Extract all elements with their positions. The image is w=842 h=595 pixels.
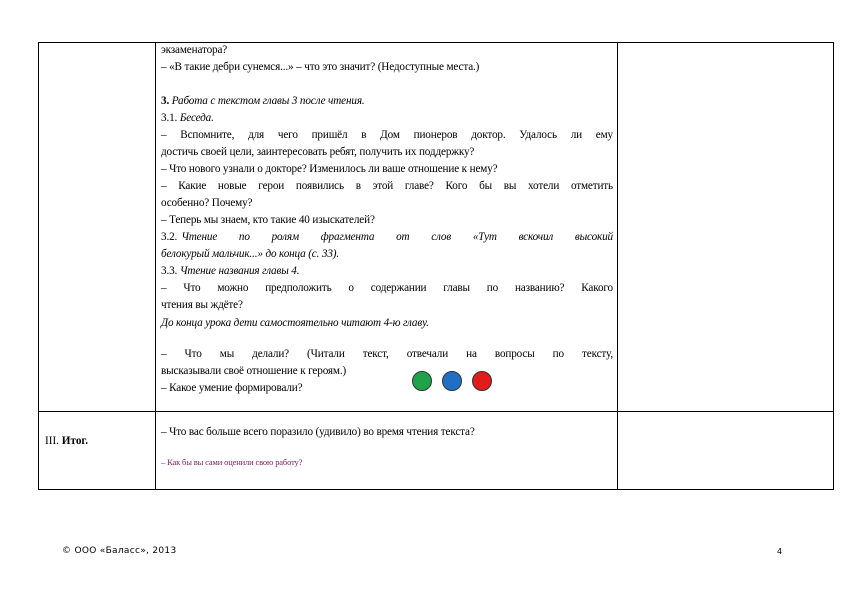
text-line: достичь своей цели, заинтересовать ребят, получить их поддержку? — [161, 146, 475, 158]
section-heading — [161, 94, 613, 109]
subsection-heading — [161, 264, 613, 279]
red-circle-icon — [472, 371, 492, 391]
text-line: – Какое умение формировали? — [161, 382, 303, 394]
notes-cell — [618, 43, 834, 412]
text-line: белокурый мальчик...» до конца (с. 33). — [161, 248, 340, 260]
text-line: – Что можно предположить о содержании главы по названию? Какого — [161, 282, 613, 294]
section-title: Работа с текстом главы 3 после чтения. — [171, 95, 365, 107]
text-line: До конца урока дети самостоятельно читают 4-ю главу. — [161, 317, 429, 329]
subsection-number: 3.2. — [161, 231, 178, 243]
stage-cell — [39, 43, 156, 412]
section-number: 3. — [161, 95, 172, 107]
text-line: – Вспомните, для чего пришёл в Дом пионеров доктор. Удалось ли ему — [161, 129, 613, 141]
notes-cell — [618, 412, 834, 490]
text-line: чтения вы ждёте? — [161, 299, 243, 311]
text-line: высказывали своё отношение к героям.) — [161, 365, 347, 377]
subsection-title: Беседа. — [179, 112, 214, 124]
text-line: экзаменатора? — [161, 44, 228, 56]
subsection-title: Чтение по ролям фрагмента от слов «Тут вскочил высокий — [181, 231, 613, 243]
subsection-number: 3.3. — [161, 265, 180, 277]
green-circle-icon — [412, 371, 432, 391]
table-row — [39, 43, 834, 412]
stage-number: III. — [45, 435, 62, 447]
content-cell — [156, 412, 618, 490]
subsection-heading — [161, 230, 613, 245]
subsection-number: 3.1. — [161, 112, 180, 124]
text-line: – Что мы делали? (Читали текст, отвечали на вопросы по тексту, — [161, 348, 613, 360]
text-line: – Какие новые герои появились в этой главе? Кого бы вы хотели отметить — [161, 180, 613, 192]
subsection-heading — [161, 111, 613, 126]
table-row — [39, 412, 834, 490]
stage-title: Итог. — [61, 435, 89, 447]
text-line: – Что нового узнали о докторе? Изменилось ли ваше отношение к нему? — [161, 163, 498, 175]
stage-cell — [39, 412, 156, 490]
copyright: © ООО «Баласс», 2013 — [62, 546, 177, 556]
text-line: – Теперь мы знаем, кто такие 40 изыскателей? — [161, 214, 375, 226]
text-line: – Как бы вы сами оценили свою работу? — [161, 457, 303, 467]
stage-label — [45, 435, 88, 447]
blue-circle-icon — [442, 371, 462, 391]
lesson-table — [38, 42, 834, 490]
text-line: особенно? Почему? — [161, 197, 253, 209]
page-number: 4 — [777, 547, 783, 556]
text-line: – Что вас больше всего поразило (удивило) во время чтения текста? — [161, 426, 475, 438]
content-cell — [156, 43, 618, 412]
subsection-title: Чтение названия главы 4. — [179, 265, 300, 277]
text-line: – «В такие дебри сунемся...» – что это значит? (Недоступные места.) — [161, 61, 480, 73]
